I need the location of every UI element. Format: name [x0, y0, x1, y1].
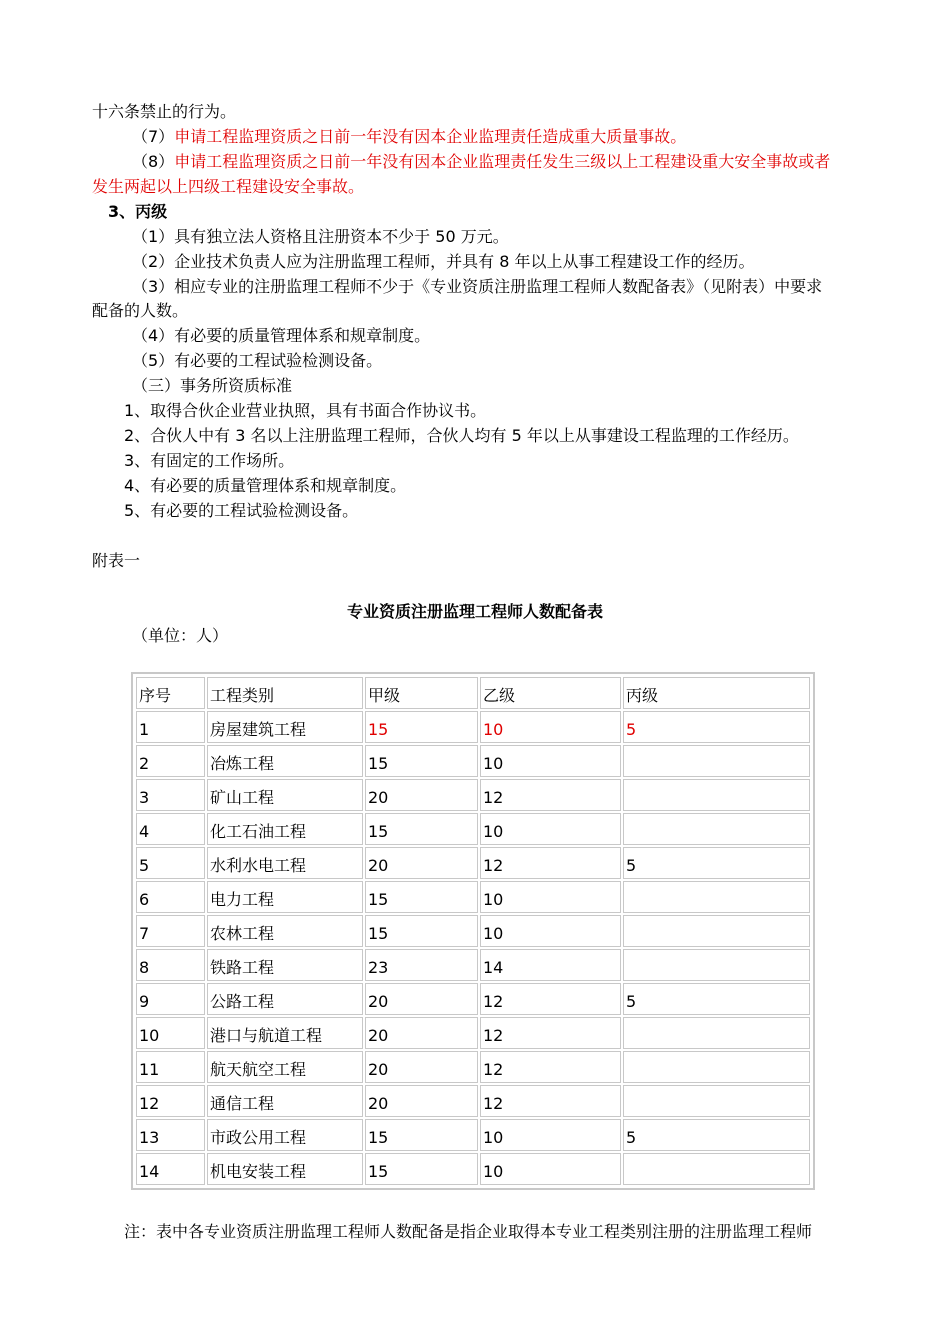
grade-c-item-3-cont: 配备的人数。 — [92, 301, 189, 320]
table-cell — [623, 813, 810, 845]
table-cell: 15 — [365, 881, 478, 913]
table-cell: 15 — [365, 813, 478, 845]
table-cell: 15 — [365, 711, 478, 743]
table-cell: 2 — [136, 745, 205, 777]
table-cell: 铁路工程 — [207, 949, 363, 981]
table-cell: 10 — [480, 711, 621, 743]
table-row — [136, 1153, 810, 1185]
staffing-table — [131, 672, 815, 1190]
unit-label: （单位：人） — [132, 626, 229, 645]
table-cell: 房屋建筑工程 — [207, 711, 363, 743]
table-row — [136, 949, 810, 981]
requirement-8 — [132, 150, 830, 174]
table-cell: 水利水电工程 — [207, 847, 363, 879]
table-cell: 6 — [136, 881, 205, 913]
table-row — [136, 881, 810, 913]
table-cell: 电力工程 — [207, 881, 363, 913]
table-cell: 3 — [136, 779, 205, 811]
table-cell: 8 — [136, 949, 205, 981]
table-cell: 10 — [480, 881, 621, 913]
firm-item-1: 1、取得合伙企业营业执照，具有书面合作协议书。 — [124, 401, 487, 420]
table-row — [136, 983, 810, 1015]
table-cell: 10 — [136, 1017, 205, 1049]
table-cell: 1 — [136, 711, 205, 743]
table-cell: 市政公用工程 — [207, 1119, 363, 1151]
table-cell: 机电安装工程 — [207, 1153, 363, 1185]
table-cell: 11 — [136, 1051, 205, 1083]
table-cell: 通信工程 — [207, 1085, 363, 1117]
grade-c-item-3: （3）相应专业的注册监理工程师不少于《专业资质注册监理工程师人数配备表》（见附表）中要求 — [132, 277, 823, 296]
table-cell — [623, 1017, 810, 1049]
table-cell: 10 — [480, 1119, 621, 1151]
requirement-8-text-cont: 发生两起以上四级工程建设安全事故。 — [92, 177, 365, 196]
table-row — [136, 779, 810, 811]
table-cell: 7 — [136, 915, 205, 947]
table-row — [136, 847, 810, 879]
table-cell: 20 — [365, 779, 478, 811]
table-row — [136, 711, 810, 743]
table-cell — [623, 745, 810, 777]
table-cell — [623, 1051, 810, 1083]
table-row — [136, 1051, 810, 1083]
table-cell: 14 — [136, 1153, 205, 1185]
table-cell: 20 — [365, 847, 478, 879]
table-cell: 9 — [136, 983, 205, 1015]
table-cell: 公路工程 — [207, 983, 363, 1015]
table-cell: 14 — [480, 949, 621, 981]
table-cell: 15 — [365, 745, 478, 777]
table-cell: 15 — [365, 1119, 478, 1151]
table-cell — [623, 1153, 810, 1185]
appendix-label: 附表一 — [92, 551, 141, 570]
firm-item-3: 3、有固定的工作场所。 — [124, 451, 295, 470]
grade-c-item-2: （2）企业技术负责人应为注册监理工程师，并具有 8 年以上从事工程建设工作的经历。 — [132, 252, 755, 271]
table-row — [136, 813, 810, 845]
section-heading-firm: （三）事务所资质标准 — [132, 376, 293, 395]
header-cell: 工程类别 — [207, 677, 363, 709]
table-cell: 15 — [365, 1153, 478, 1185]
table-cell: 13 — [136, 1119, 205, 1151]
table-cell: 5 — [623, 983, 810, 1015]
table-cell: 12 — [480, 1085, 621, 1117]
table-header-row — [136, 677, 810, 709]
table-cell: 23 — [365, 949, 478, 981]
table-cell: 5 — [623, 847, 810, 879]
table-cell: 15 — [365, 915, 478, 947]
table-cell: 10 — [480, 813, 621, 845]
table-cell: 5 — [623, 711, 810, 743]
requirement-7 — [132, 125, 686, 149]
table-row — [136, 1119, 810, 1151]
header-cell: 丙级 — [623, 677, 810, 709]
header-cell: 甲级 — [365, 677, 478, 709]
table-cell: 10 — [480, 915, 621, 947]
table-cell: 5 — [623, 1119, 810, 1151]
section-heading-grade-c: 3、丙级 — [108, 202, 168, 221]
table-cell: 矿山工程 — [207, 779, 363, 811]
requirement-7-text: 申请工程监理资质之日前一年没有因本企业监理责任造成重大质量事故。 — [174, 127, 687, 146]
requirement-7-number: （7） — [132, 127, 175, 146]
table-row — [136, 1017, 810, 1049]
table-cell — [623, 881, 810, 913]
table-cell — [623, 779, 810, 811]
table-cell: 10 — [480, 1153, 621, 1185]
grade-c-item-4: （4）有必要的质量管理体系和规章制度。 — [132, 326, 431, 345]
grade-c-item-1: （1）具有独立法人资格且注册资本不少于 50 万元。 — [132, 227, 509, 246]
table-cell: 航天航空工程 — [207, 1051, 363, 1083]
table-cell — [623, 949, 810, 981]
table-cell: 12 — [480, 847, 621, 879]
requirement-8-number: （8） — [132, 152, 175, 171]
table-cell — [623, 915, 810, 947]
table-cell: 20 — [365, 1017, 478, 1049]
requirement-8-text: 申请工程监理资质之日前一年没有因本企业监理责任发生三级以上工程建设重大安全事故或者 — [174, 152, 831, 171]
table-cell: 20 — [365, 983, 478, 1015]
paragraph-continuation: 十六条禁止的行为。 — [92, 102, 237, 121]
table-cell: 20 — [365, 1085, 478, 1117]
grade-c-item-5: （5）有必要的工程试验检测设备。 — [132, 351, 383, 370]
header-cell: 乙级 — [480, 677, 621, 709]
table-cell: 20 — [365, 1051, 478, 1083]
table-cell — [623, 1085, 810, 1117]
firm-item-4: 4、有必要的质量管理体系和规章制度。 — [124, 476, 407, 495]
header-cell: 序号 — [136, 677, 205, 709]
table-cell: 12 — [136, 1085, 205, 1117]
table-cell: 12 — [480, 1051, 621, 1083]
table-cell: 10 — [480, 745, 621, 777]
firm-item-5: 5、有必要的工程试验检测设备。 — [124, 501, 359, 520]
table-cell: 冶炼工程 — [207, 745, 363, 777]
table-note: 注：表中各专业资质注册监理工程师人数配备是指企业取得本专业工程类别注册的注册监理工程师 — [124, 1222, 813, 1241]
firm-item-2: 2、合伙人中有 3 名以上注册监理工程师，合伙人均有 5 年以上从事建设工程监理的工作经历。 — [124, 426, 799, 445]
table-cell: 5 — [136, 847, 205, 879]
table-title: 专业资质注册监理工程师人数配备表 — [346, 602, 603, 621]
table-cell: 4 — [136, 813, 205, 845]
table-row — [136, 745, 810, 777]
table-cell: 化工石油工程 — [207, 813, 363, 845]
table-cell: 12 — [480, 1017, 621, 1049]
table-cell: 港口与航道工程 — [207, 1017, 363, 1049]
table-row — [136, 1085, 810, 1117]
table-cell: 农林工程 — [207, 915, 363, 947]
table-cell: 12 — [480, 983, 621, 1015]
table-row — [136, 915, 810, 947]
table-cell: 12 — [480, 779, 621, 811]
